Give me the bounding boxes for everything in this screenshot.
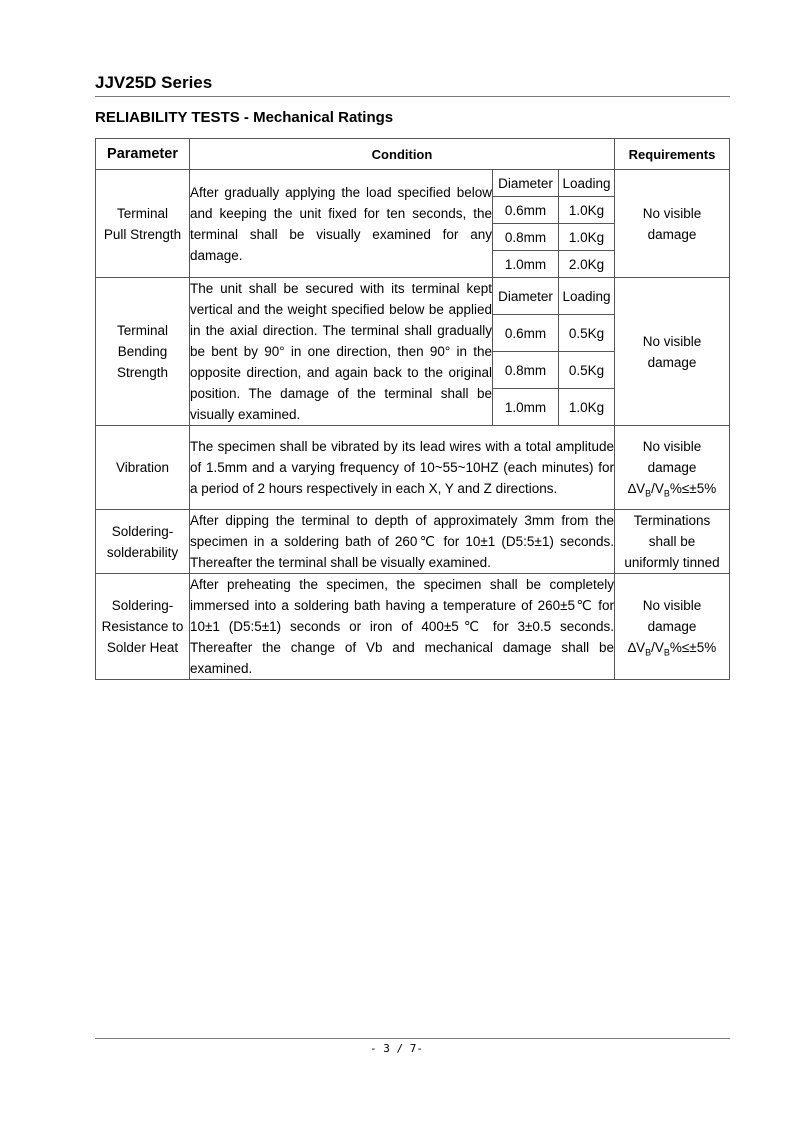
parameter-cell	[96, 170, 190, 278]
header-requirements: Requirements	[615, 139, 730, 170]
section-title	[95, 109, 393, 126]
section-title-rest: Mechanical Ratings	[248, 109, 394, 126]
loading-value: 2.0Kg	[559, 251, 615, 278]
parameter-line: Solder Heat	[106, 640, 179, 655]
loading-value: 0.5Kg	[559, 315, 615, 352]
parameter-line: solderability	[106, 544, 179, 560]
condition-cell: After preheating the specimen, the specimen shall be completely immersed into a soldering bath having a temperature of 260±5℃ for 10±1 (D5:5±1) seconds or iron of 400±5℃ for 3±0.5 seconds. Thereafter the change of Vb and mechanical damage shall be examined.	[190, 574, 615, 680]
diameter-value: 1.0mm	[493, 389, 559, 426]
parameter-cell	[96, 574, 190, 680]
requirement-line: uniformly tinned	[624, 555, 720, 570]
parameter-cell	[96, 278, 190, 426]
series-title: JJV25D Series	[95, 73, 213, 92]
requirement-formula: $\Delta V_B/V_B\%\le\pm 5\%$	[627, 640, 717, 658]
requirement-cell	[615, 170, 730, 278]
requirement-line: damage	[647, 226, 697, 242]
parameter-line: Terminal	[116, 323, 168, 338]
requirement-formula: $\Delta V_B/V_B\%\le\pm 5\%$	[627, 481, 717, 499]
header-parameter: Parameter	[96, 139, 190, 170]
diameter-header: Diameter	[493, 170, 559, 197]
condition-cell: The unit shall be secured with its terminal kept vertical and the weight specified below be applied in the axial direction. The terminal shall gradually be bent by 90° in one direction, then 90° in the opposite direction, and again back to the original position. The damage of the terminal shall be visually examined.	[190, 278, 493, 426]
parameter-line: Pull Strength	[103, 226, 182, 242]
parameter-line: Terminal	[116, 205, 168, 221]
requirement-line: No visible	[642, 439, 702, 454]
condition-cell: The specimen shall be vibrated by its lead wires with a total amplitude of 1.5mm and a varying frequency of 10~55~10HZ (each minutes) for a period of 2 hours respectively in each X, Y and Z directions.	[190, 426, 615, 510]
loading-value: 0.5Kg	[559, 352, 615, 389]
parameter-line: Bending	[117, 344, 168, 359]
loading-header: Loading	[559, 170, 615, 197]
requirement-line: damage	[647, 619, 697, 634]
parameter-line: Resistance to	[101, 619, 184, 634]
requirement-cell	[615, 510, 730, 574]
diameter-value: 1.0mm	[493, 251, 559, 278]
requirement-line: Terminations	[633, 513, 711, 528]
loading-header: Loading	[559, 278, 615, 315]
diameter-value: 0.6mm	[493, 197, 559, 224]
diameter-header: Diameter	[493, 278, 559, 315]
parameter-line: Soldering-	[111, 598, 174, 613]
footer-divider	[95, 1038, 730, 1039]
requirement-cell	[615, 278, 730, 426]
reliability-tests-table	[95, 138, 730, 680]
header-divider	[95, 96, 730, 97]
requirement-cell	[615, 426, 730, 510]
table-row	[96, 170, 730, 197]
table-header-row	[96, 139, 730, 170]
condition-cell: After dipping the terminal to depth of approximately 3mm from the specimen in a soldering bath of 260℃ for 10±1 (D5:5±1) seconds. Thereafter the terminal shall be visually examined.	[190, 510, 615, 574]
condition-cell: After gradually applying the load specified below and keeping the unit fixed for ten seconds, the terminal shall be visually examined for any damage.	[190, 170, 493, 278]
requirement-line: damage	[647, 354, 697, 370]
loading-value: 1.0Kg	[559, 224, 615, 251]
parameter-line: Soldering-	[111, 523, 174, 539]
loading-value: 1.0Kg	[559, 389, 615, 426]
parameter-cell	[96, 510, 190, 574]
table-row	[96, 426, 730, 510]
parameter-line: Strength	[116, 365, 169, 380]
loading-value: 1.0Kg	[559, 197, 615, 224]
requirement-line: No visible	[642, 205, 702, 221]
diameter-value: 0.8mm	[493, 224, 559, 251]
table-row	[96, 510, 730, 574]
requirement-line: No visible	[642, 598, 702, 613]
table-row	[96, 278, 730, 315]
parameter-cell	[96, 426, 190, 510]
requirement-cell	[615, 574, 730, 680]
requirement-line: No visible	[642, 333, 702, 349]
section-title-bold: RELIABILITY TESTS -	[95, 109, 249, 126]
diameter-value: 0.6mm	[493, 315, 559, 352]
page-number: - 3 / 7-	[370, 1042, 423, 1055]
diameter-value: 0.8mm	[493, 352, 559, 389]
requirement-line: shall be	[648, 534, 696, 549]
requirement-line: damage	[647, 460, 697, 475]
table-row	[96, 574, 730, 680]
header-condition: Condition	[190, 139, 615, 170]
parameter-line: Vibration	[115, 460, 170, 475]
